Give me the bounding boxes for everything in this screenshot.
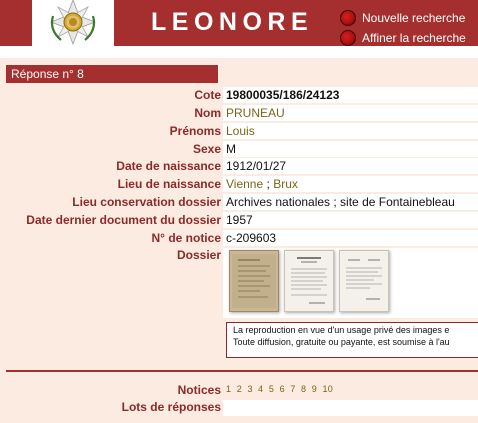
date-naissance-label: Date de naissance [116, 159, 221, 173]
legion-honneur-logo[interactable] [32, 0, 114, 46]
divider [6, 370, 478, 372]
page-link-10[interactable]: 10 [322, 384, 334, 394]
page-link-7[interactable]: 7 [290, 384, 296, 394]
reproduction-notice [226, 322, 478, 358]
legion-honneur-medal-icon [32, 0, 114, 46]
lieu-naissance-commune[interactable]: Vienne [226, 177, 264, 191]
notices-label: Notices [177, 383, 221, 397]
response-title: Réponse n° 8 [6, 65, 218, 83]
document-page-icon [230, 251, 278, 311]
dossier-label: Dossier [176, 248, 221, 262]
sexe-label: Sexe [192, 142, 221, 156]
prenoms-label: Prénoms [169, 124, 221, 138]
nom-label: Nom [194, 106, 221, 120]
lieu-naissance-separator: ; [266, 177, 270, 191]
date-dernier-doc-value: 1957 [223, 212, 478, 228]
page-link-9[interactable]: 9 [311, 384, 318, 394]
document-page-icon [340, 251, 388, 311]
notice-line-1: La reproduction en vue d'un usage privé des images e [233, 325, 450, 335]
new-search-link[interactable] [340, 8, 465, 28]
page-link-1[interactable]: 1 [226, 384, 232, 394]
sexe-value: M [223, 141, 478, 157]
page-link-8[interactable]: 8 [301, 384, 307, 394]
red-button-icon [340, 30, 356, 46]
notice-number-label: N° de notice [151, 231, 221, 245]
refine-search-label: Affiner la recherche [362, 31, 466, 45]
page-link-3[interactable]: 3 [247, 384, 253, 394]
lieu-naissance-label: Lieu de naissance [117, 177, 221, 191]
lots-label: Lots de réponses [121, 400, 221, 414]
lieu-conservation-value: Archives nationales ; site de Fontainebleau [223, 194, 478, 210]
red-button-icon [340, 10, 356, 26]
notice-line-2: Toute diffusion, gratuite ou payante, est soumise à l'au [233, 336, 450, 347]
dossier-thumbnail-3[interactable] [339, 250, 389, 312]
lieu-conservation-label: Lieu conservation dossier [72, 195, 221, 209]
prenoms-value[interactable]: Louis [223, 123, 478, 139]
date-naissance-value: 1912/01/27 [223, 158, 478, 174]
dossier-thumbnail-1[interactable] [229, 250, 279, 312]
lieu-naissance-value [223, 176, 478, 192]
refine-search-link[interactable] [340, 28, 466, 48]
cote-value: 19800035/186/24123 [223, 87, 478, 103]
app-title: LEONORE [151, 8, 314, 36]
page-link-4[interactable]: 4 [258, 384, 264, 394]
date-dernier-doc-label: Date dernier document du dossier [26, 213, 221, 227]
lieu-naissance-region[interactable]: Brux [273, 177, 298, 191]
lots-value [223, 400, 478, 416]
new-search-label: Nouvelle recherche [362, 11, 466, 25]
page-link-2[interactable]: 2 [236, 384, 243, 394]
page-link-5[interactable]: 5 [268, 384, 275, 394]
document-page-icon [285, 251, 333, 311]
page-link-6[interactable]: 6 [279, 384, 285, 394]
dossier-thumbnail-2[interactable] [284, 250, 334, 312]
cote-label: Cote [194, 88, 221, 102]
pagination [226, 384, 336, 394]
nom-value[interactable]: PRUNEAU [223, 105, 478, 121]
notice-number-value: c-209603 [223, 230, 478, 246]
